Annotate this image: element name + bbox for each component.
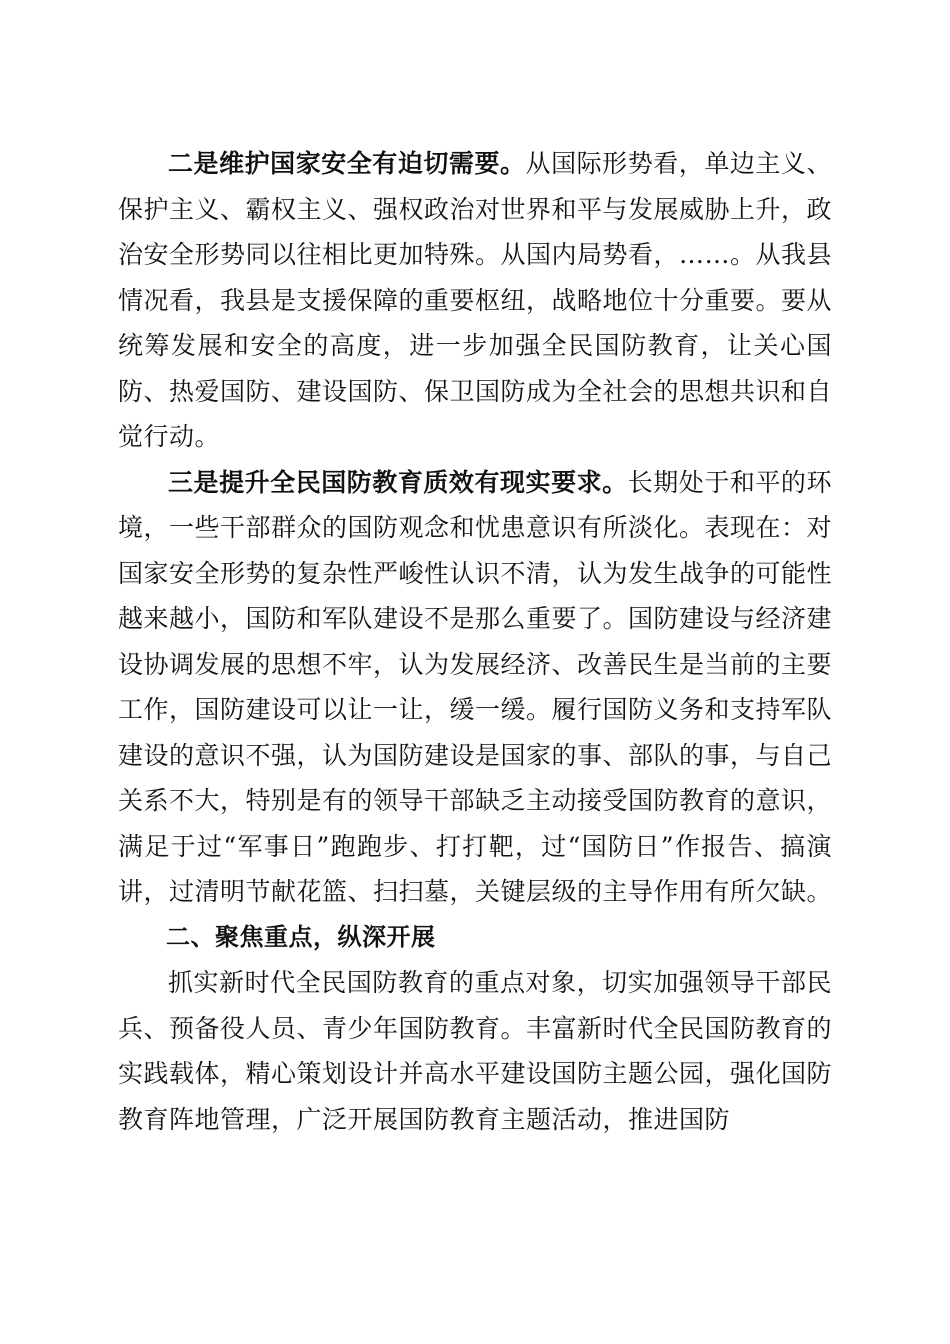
document-page: [118, 141, 832, 1142]
paragraph-body: 从国际形势看，单边主义、保护主义、霸权主义、强权政治对世界和平与发展威胁上升，政治安全形势同以往相比更加特殊。从国内局势看，……。从我县情况看，我县是支援保障的重要枢纽，战略地位十分重要。要从统筹发展和安全的高度，进一步加强全民国防教育，让关心国防、热爱国防、建设国防、保卫国防成为全社会的思想共识和自觉行动。: [118, 149, 833, 451]
section-heading: 二、聚焦重点，纵深开展: [166, 922, 436, 951]
paragraph-lead: 二是维护国家安全有迫切需要。: [168, 149, 526, 178]
paragraph-focus-points: [118, 960, 832, 1142]
paragraph-body: 抓实新时代全民国防教育的重点对象，切实加强领导干部民兵、预备役人员、青少年国防教育。丰富新时代全民国防教育的实践载体，精心策划设计并高水平建设国防主题公园，强化国防教育阵地管理，广泛开展国防教育主题活动，推进国防: [118, 968, 833, 1134]
paragraph-education-quality: [118, 460, 832, 915]
paragraph-body: 长期处于和平的环境，一些干部群众的国防观念和忧患意识有所淡化。表现在：对国家安全形势的复杂性严峻性认识不清，认为发生战争的可能性越来越小，国防和军队建设不是那么重要了。国防建设与经济建设协调发展的思想不牢，认为发展经济、改善民生是当前的主要工作，国防建设可以让一让，缓一缓。履行国防义务和支持军队建设的意识不强，认为国防建设是国家的事、部队的事，与自己关系不大，特别是有的领导干部缺乏主动接受国防教育的意识，满足于过“军事日”跑跑步、打打靶，过“国防日”作报告、搞演讲，过清明节献花篮、扫扫墓，关键层级的主导作用有所欠缺。: [118, 467, 833, 906]
paragraph-national-security: [118, 141, 832, 460]
paragraph-lead: 三是提升全民国防教育质效有现实要求。: [168, 467, 628, 497]
